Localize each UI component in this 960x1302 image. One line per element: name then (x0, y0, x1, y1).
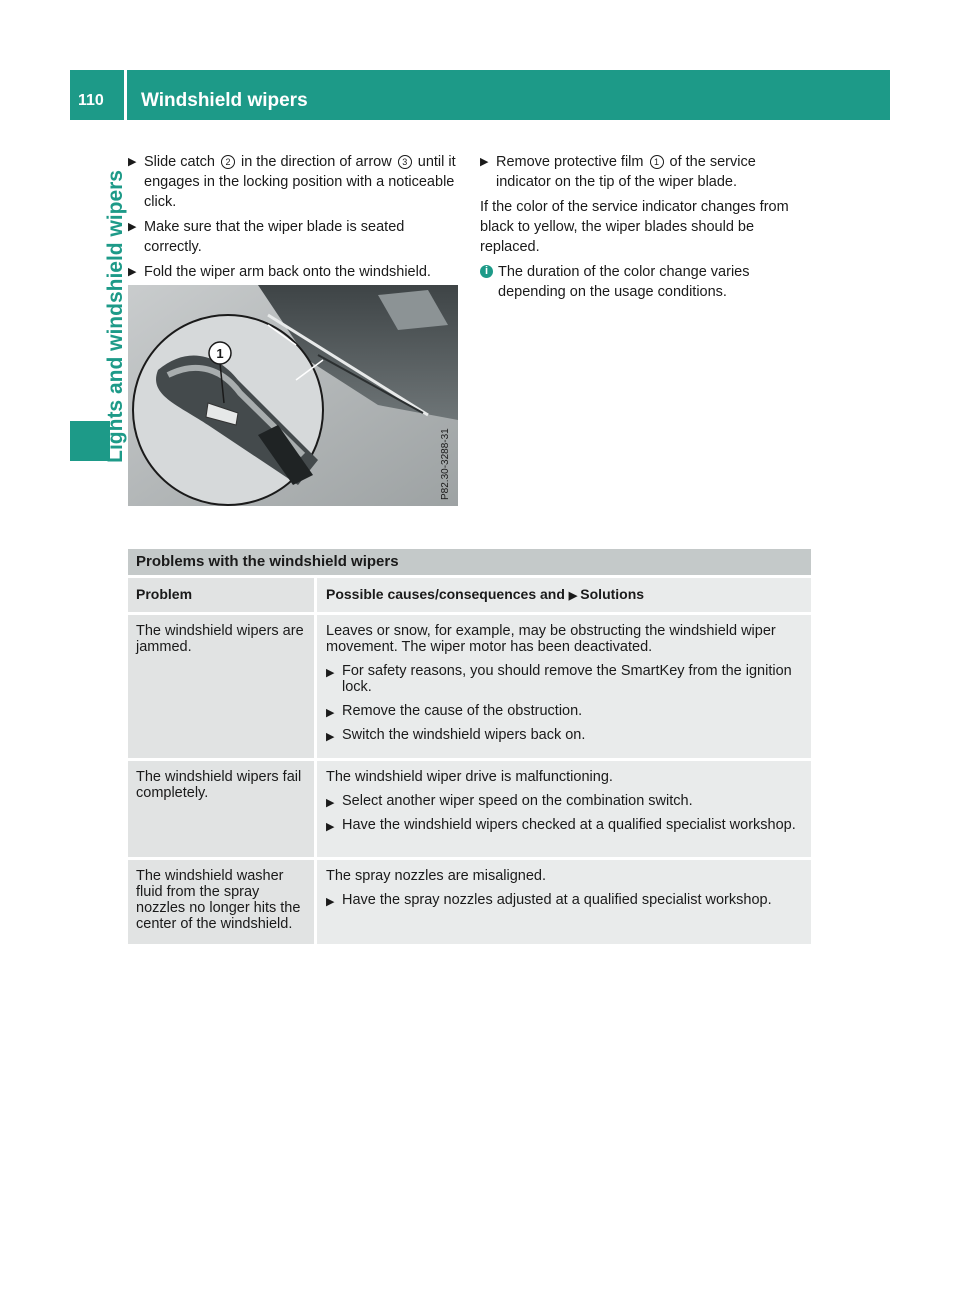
header-divider (124, 70, 127, 120)
solution-step: ▶ Switch the windshield wipers back on. (326, 727, 803, 743)
step-fold-arm: ▶ Fold the wiper arm back onto the windshield. (128, 264, 431, 280)
wiper-illustration (128, 285, 458, 506)
solution-cell: The windshield wiper drive is malfunctioning. ▶ Select another wiper speed on the combination switch. ▶ Have the windshield wipers checked at a qualified specialist workshop. (317, 761, 811, 857)
solution-step: ▶ Select another wiper speed on the combination switch. (326, 793, 803, 809)
page-title: Windshield wipers (141, 90, 308, 111)
table-row (128, 860, 811, 944)
page-number: 110 (78, 92, 104, 109)
step-remove-film: ▶ Remove protective film 1 of the service indicator on the tip of the wiper blade. (480, 154, 756, 190)
table-row (128, 761, 811, 857)
step-slide-catch: ▶ Slide catch 2 in the direction of arrow 3 until it engages in the locking position with a noticeable click. (128, 154, 456, 210)
figure-callout-1: 1 (216, 346, 224, 361)
step-check-seated: ▶ Make sure that the wiper blade is seated correctly. (128, 219, 405, 255)
callout-2: 2 (221, 155, 235, 169)
callout-1: 1 (650, 155, 664, 169)
table-header-row (128, 578, 811, 612)
arrow-icon: ▶ (128, 156, 137, 168)
arrow-icon: ▶ (128, 221, 137, 233)
arrow-icon: ▶ (326, 707, 335, 719)
problems-table (128, 549, 811, 947)
problem-cell: The windshield washer fluid from the spray nozzles no longer hits the center of the windshield. (128, 860, 314, 944)
figure-code: P82.30-3288-31 (440, 428, 451, 500)
solution-step: ▶ Have the windshield wipers checked at a qualified specialist workshop. (326, 817, 803, 833)
problem-cell: The windshield wipers are jammed. (128, 615, 314, 758)
arrow-icon: ▶ (568, 590, 581, 602)
column-header-solutions: Possible causes/consequences and ▶ Solutions (317, 578, 811, 612)
service-indicator-paragraph: If the color of the service indicator changes from black to yellow, the wiper blades should be replaced. (480, 199, 789, 255)
column-header-problem: Problem (128, 578, 314, 612)
arrow-icon: ▶ (480, 156, 489, 168)
arrow-icon: ▶ (326, 896, 335, 908)
solution-step: ▶ Remove the cause of the obstruction. (326, 703, 803, 719)
solution-step: ▶ For safety reasons, you should remove the SmartKey from the ignition lock. (326, 663, 792, 695)
arrow-icon: ▶ (326, 731, 335, 743)
info-note: i The duration of the color change varies depending on the usage conditions. (480, 262, 812, 302)
arrow-icon: ▶ (326, 797, 335, 809)
wiper-blade-figure (128, 285, 458, 506)
table-title: Problems with the windshield wipers (128, 549, 811, 575)
callout-3: 3 (398, 155, 412, 169)
arrow-icon: ▶ (128, 266, 137, 278)
left-column (128, 152, 460, 287)
problem-cell: The windshield wipers fail completely. (128, 761, 314, 857)
right-column (480, 152, 812, 302)
info-icon: i (480, 265, 493, 278)
solution-cell: The spray nozzles are misaligned. ▶ Have the spray nozzles adjusted at a qualified specialist workshop. (317, 860, 811, 944)
solution-cell: Leaves or snow, for example, may be obstructing the windshield wiper movement. The wiper motor has been deactivated. ▶ For safety reasons, you should remove the SmartKey from the ignition lock. ▶ Remove the cause of the obstruction. ▶ Switch the windshield wipers back on. (317, 615, 811, 758)
table-row (128, 615, 811, 758)
arrow-icon: ▶ (326, 821, 335, 833)
solution-step: ▶ Have the spray nozzles adjusted at a qualified specialist workshop. (326, 892, 803, 908)
side-tab-label: Lights and windshield wipers (104, 170, 127, 463)
arrow-icon: ▶ (326, 667, 335, 679)
